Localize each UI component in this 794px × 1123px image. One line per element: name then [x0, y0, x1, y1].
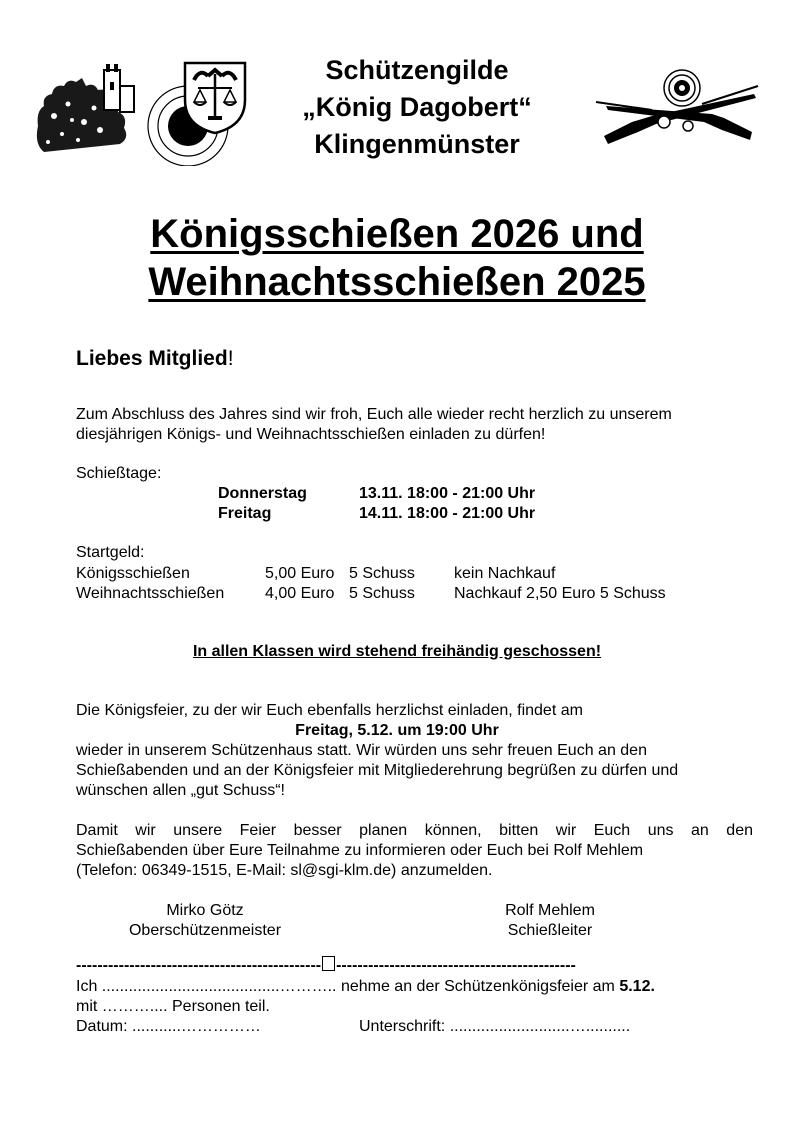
fee-name: Königsschießen: [76, 565, 190, 582]
celebration-line5: wünschen allen „gut Schuss“!: [76, 782, 285, 799]
registration-line1: Damit wir unsere Feier besser planen können, bitten wir Euch uns an den: [76, 822, 753, 839]
fee-shots: 5 Schuss: [349, 585, 415, 602]
schedule-day: Donnerstag: [218, 485, 307, 502]
form-line1-date: 5.12.: [619, 978, 655, 995]
fee-note: kein Nachkauf: [454, 565, 556, 582]
club-name-line1: Schützengilde: [325, 55, 509, 85]
club-name-line3: Klingenmünster: [314, 129, 520, 159]
form-line1: [76, 977, 655, 997]
crossed-rifles-target-icon: [592, 66, 762, 150]
page-title-line2: Weihnachtsschießen 2025: [148, 260, 646, 304]
cut-line: [76, 956, 576, 976]
form-line2: mit ……….... Personen teil.: [76, 998, 270, 1015]
fee-shots: 5 Schuss: [349, 565, 415, 582]
fees-label: Startgeld:: [76, 544, 145, 561]
intro-line1: Zum Abschluss des Jahres sind wir froh, Euch alle wieder recht herzlich zu unserem: [76, 406, 672, 423]
fee-price: 4,00 Euro: [265, 585, 335, 602]
greeting: [76, 346, 234, 372]
form-date-field[interactable]: Datum: ...........……………: [76, 1018, 261, 1035]
scissors-box-icon: [322, 956, 335, 971]
greeting-text: Liebes Mitglied: [76, 347, 228, 370]
celebration-line1: Die Königsfeier, zu der wir Euch ebenfalls herzlichst einladen, findet am: [76, 702, 583, 719]
shooting-rule: In allen Klassen wird stehend freihändig geschossen!: [192, 643, 602, 660]
castle-logo: [34, 56, 144, 156]
form-signature-field[interactable]: Unterschrift: ...........................…..........: [359, 1018, 631, 1035]
form-line1-text: Ich ........................................……….. nehme an der Schützenkönigsfeier am: [76, 978, 620, 995]
schedule-label: Schießtage:: [76, 465, 162, 482]
greeting-punctuation: !: [227, 347, 234, 370]
signature-name: Mirko Götz: [166, 902, 244, 919]
cut-line-left: ----------------------------------------------: [76, 957, 322, 974]
registration-line2: Schießabenden über Eure Teilnahme zu informieren oder Euch bei Rolf Mehlem: [76, 842, 644, 859]
signature-role: Schießleiter: [507, 922, 593, 939]
celebration-date: Freitag, 5.12. um 19:00 Uhr: [295, 722, 499, 739]
signature-role: Oberschützenmeister: [128, 922, 282, 939]
fee-name: Weihnachtsschießen: [76, 585, 225, 602]
signature-name: Rolf Mehlem: [505, 902, 595, 919]
intro-line2: diesjährigen Königs- und Weihnachtsschießen einladen zu dürfen!: [76, 426, 546, 443]
page-title: [60, 210, 734, 306]
page-title-line1: Königsschießen 2026 und: [150, 212, 644, 256]
schedule-time: 14.11. 18:00 - 21:00 Uhr: [359, 505, 536, 522]
celebration-line3: wieder in unserem Schützenhaus statt. Wir würden uns sehr freuen Euch an den: [76, 742, 647, 759]
schedule-time: 13.11. 18:00 - 21:00 Uhr: [359, 485, 536, 502]
fee-note: Nachkauf 2,50 Euro 5 Schuss: [454, 585, 666, 602]
cut-line-right: ---------------------------------------------: [336, 957, 576, 974]
schedule-day: Freitag: [218, 505, 272, 522]
club-name: [232, 52, 602, 163]
celebration-line4: Schießabenden und an der Königsfeier mit Mitgliederehrung begrüßen zu dürfen und: [76, 762, 679, 779]
registration-line3: (Telefon: 06349-1515, E-Mail: sl@sgi-klm.de) anzumelden.: [76, 862, 493, 879]
club-name-line2: „König Dagobert“: [302, 92, 532, 122]
fee-price: 5,00 Euro: [265, 565, 335, 582]
